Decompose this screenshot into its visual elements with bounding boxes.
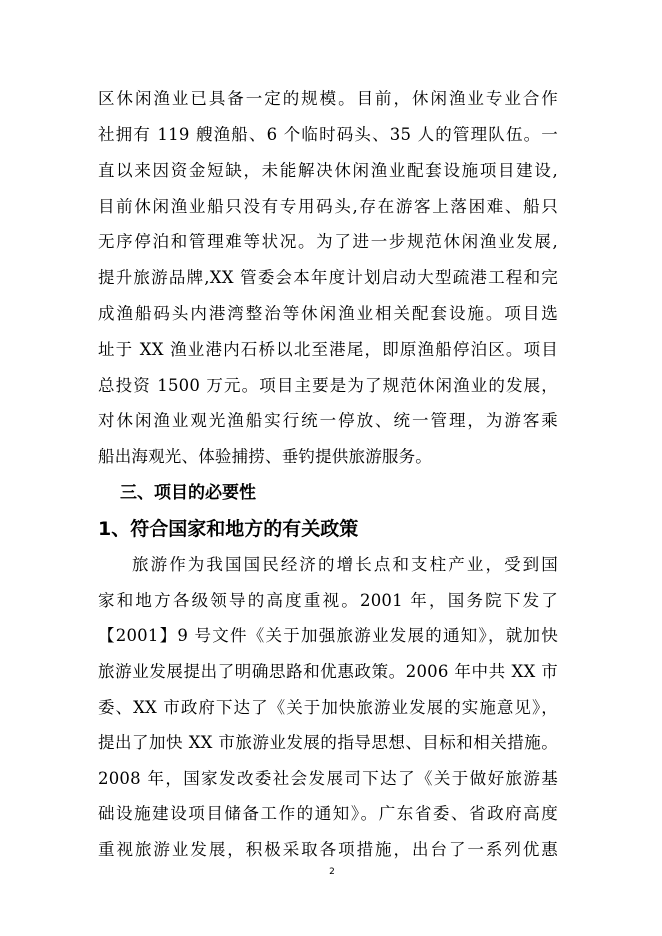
paragraph-line: 总投资 1500 万元。项目主要是为了规范休闲渔业的发展， bbox=[98, 376, 558, 395]
paragraph-line: 区休闲渔业已具备一定的规模。目前，休闲渔业专业合作 bbox=[98, 89, 558, 108]
paragraph-line: 旅游作为我国国民经济的增长点和支柱产业，受到国 bbox=[132, 555, 558, 574]
paragraph-line: 2008 年，国家发改委社会发展司下达了《关于做好旅游基 bbox=[98, 769, 558, 788]
paragraph-line: 提出了加快 XX 市旅游业发展的指导思想、目标和相关措施。 bbox=[98, 733, 558, 752]
paragraph-line: 提升旅游品牌,XX 管委会本年度计划启动大型疏港工程和完 bbox=[98, 268, 558, 287]
paragraph-line: 目前休闲渔业船只没有专用码头,存在游客上落困难、船只 bbox=[98, 197, 558, 216]
paragraph-line: 【2001】9 号文件《关于加强旅游业发展的通知》，就加快 bbox=[98, 626, 558, 645]
subsection-heading: 1、符合国家和地方的有关政策 bbox=[98, 518, 359, 540]
paragraph-line: 旅游业发展提出了明确思路和优惠政策。2006 年中共 XX 市 bbox=[98, 662, 558, 681]
paragraph-line: 家和地方各级领导的高度重视。2001 年，国务院下发了 bbox=[98, 591, 558, 610]
paragraph-line: 无序停泊和管理难等状况。为了进一步规范休闲渔业发展, bbox=[98, 232, 558, 251]
paragraph-line: 社拥有 119 艘渔船、6 个临时码头、35 人的管理队伍。一 bbox=[98, 125, 558, 144]
page-number: 2 bbox=[329, 867, 335, 877]
paragraph-line: 址于 XX 渔业港内石桥以北至港尾，即原渔船停泊区。项目 bbox=[98, 340, 558, 359]
paragraph-line: 对休闲渔业观光渔船实行统一停放、统一管理，为游客乘 bbox=[98, 411, 558, 430]
paragraph-line: 础设施建设项目储备工作的通知》。广东省委、省政府高度 bbox=[98, 804, 558, 823]
paragraph-line: 船出海观光、体验捕捞、垂钓提供旅游服务。 bbox=[98, 447, 432, 466]
paragraph-line: 重视旅游业发展，积极采取各项措施，出台了一系列优惠 bbox=[98, 840, 558, 859]
paragraph-line: 委、XX 市政府下达了《关于加快旅游业发展的实施意见》， bbox=[98, 698, 558, 717]
paragraph-line: 直以来因资金短缺，未能解决休闲渔业配套设施项目建设, bbox=[98, 161, 558, 180]
section-heading: 三、项目的必要性 bbox=[120, 483, 256, 503]
paragraph-line: 成渔船码头内港湾整治等休闲渔业相关配套设施。项目选 bbox=[98, 304, 558, 323]
